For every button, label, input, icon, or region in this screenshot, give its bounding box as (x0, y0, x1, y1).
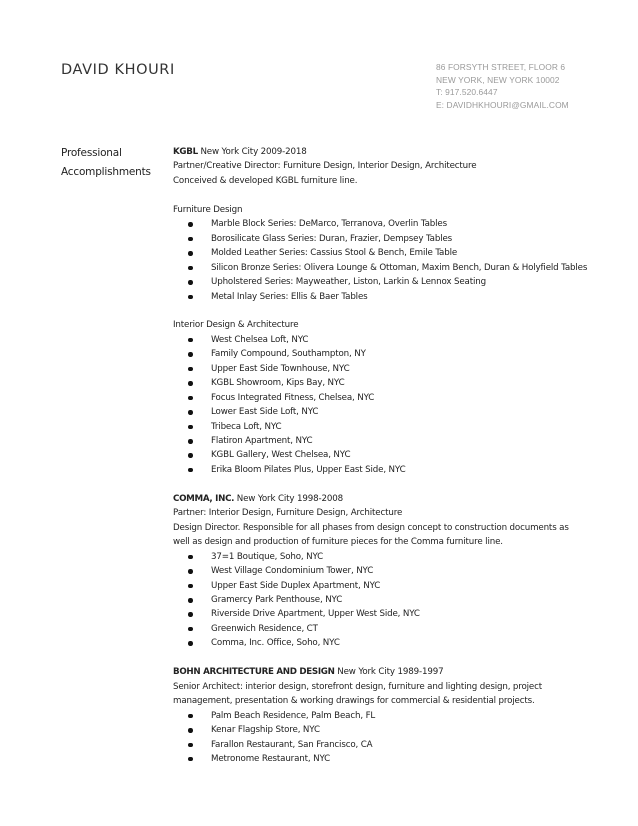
bullet-icon (188, 338, 193, 343)
bullet-icon (188, 569, 193, 574)
list-item: Metronome Restaurant, NYC (173, 752, 613, 766)
list-item: Palm Beach Residence, Palm Beach, FL (173, 709, 613, 723)
list-item: Metal Inlay Series: Ellis & Baer Tables (173, 290, 613, 304)
comma-header (173, 492, 613, 506)
company-location-dates: New York City 1998-2008 (234, 493, 343, 504)
list-item: Borosilicate Glass Series: Duran, Frazier, Dempsey Tables (173, 232, 613, 246)
bullet-icon (188, 641, 193, 646)
job-role-line-1: Senior Architect: interior design, storefront design, furniture and lighting design, project (173, 681, 543, 692)
subsection-heading: Furniture Design (173, 204, 243, 215)
bullet-icon (188, 468, 193, 473)
list-item: Gramercy Park Penthouse, NYC (173, 593, 613, 607)
list-item: Upper East Side Townhouse, NYC (173, 362, 613, 376)
bullet-icon (188, 295, 193, 300)
bullet-icon (188, 280, 193, 285)
bullet-icon (188, 251, 193, 256)
bullet-icon (188, 367, 193, 372)
list-item: Tribeca Loft, NYC (173, 420, 613, 434)
company-name: BOHN ARCHITECTURE AND DESIGN (173, 667, 335, 678)
comma-project-list (173, 550, 613, 651)
bullet-icon (188, 598, 193, 603)
list-item: Flatiron Apartment, NYC (173, 434, 613, 448)
list-item: KGBL Gallery, West Chelsea, NYC (173, 448, 613, 462)
list-item: Erika Bloom Pilates Plus, Upper East Side, NYC (173, 463, 613, 477)
bullet-icon (188, 612, 193, 617)
bullet-icon (188, 410, 193, 415)
bullet-icon (188, 743, 193, 748)
job-role: Partner: Interior Design, Furniture Design, Architecture (173, 508, 403, 519)
candidate-name: DAVID KHOURI (61, 62, 175, 78)
company-name: KGBL (173, 147, 198, 157)
experience-content (173, 145, 613, 766)
list-item: 37=1 Boutique, Soho, NYC (173, 550, 613, 564)
job-description-line-2: well as design and production of furniture pieces for the Comma furniture line. (173, 537, 503, 548)
list-item: West Chelsea Loft, NYC (173, 333, 613, 347)
list-item: Upper East Side Duplex Apartment, NYC (173, 579, 613, 593)
address-line-2: NEW YORK, NEW YORK 10002 (436, 74, 560, 85)
bullet-icon (188, 237, 193, 242)
bullet-icon (188, 453, 193, 458)
bullet-icon (188, 584, 193, 589)
bullet-icon (188, 439, 193, 444)
section-label (61, 144, 151, 182)
job-role: Partner/Creative Director: Furniture Design, Interior Design, Architecture (173, 161, 477, 172)
list-item: Comma, Inc. Office, Soho, NYC (173, 636, 613, 650)
section-label-line-2: Accomplishments (61, 166, 151, 178)
kgbl-header (173, 145, 613, 159)
bohn-project-list (173, 709, 613, 767)
company-location-dates: New York City 2009-2018 (197, 147, 307, 157)
job-role-line-2: management, presentation & working drawings for commercial & residential projects. (173, 696, 535, 707)
list-item: West Village Condominium Tower, NYC (173, 564, 613, 578)
bullet-icon (188, 714, 193, 719)
bullet-icon (188, 266, 193, 271)
list-item: Upholstered Series: Mayweather, Liston, Larkin & Lennox Seating (173, 275, 613, 289)
phone-number: T: 917.520.6447 (436, 87, 498, 98)
email-address: E: DAVIDHKHOURI@GMAIL.COM (436, 99, 569, 110)
list-item: Lower East Side Loft, NYC (173, 405, 613, 419)
bullet-icon (188, 627, 193, 632)
bullet-icon (188, 728, 193, 733)
bullet-icon (188, 757, 193, 762)
bullet-icon (188, 352, 193, 357)
address-line-1: 86 FORSYTH STREET, FLOOR 6 (436, 62, 566, 72)
contact-block (436, 61, 569, 111)
list-item: Greenwich Residence, CT (173, 622, 613, 636)
list-item: Riverside Drive Apartment, Upper West Side, NYC (173, 607, 613, 621)
list-item: Kenar Flagship Store, NYC (173, 723, 613, 737)
section-label-line-1: Professional (61, 147, 122, 159)
list-item: KGBL Showroom, Kips Bay, NYC (173, 376, 613, 390)
subsection-heading: Interior Design & Architecture (173, 320, 299, 331)
company-name: COMMA, INC. (173, 493, 235, 504)
list-item: Family Compound, Southampton, NY (173, 347, 613, 361)
bullet-icon (188, 381, 193, 386)
company-location-dates: New York City 1989-1997 (334, 667, 444, 678)
bullet-icon (188, 396, 193, 401)
bullet-icon (188, 555, 193, 560)
job-description: Conceived & developed KGBL furniture line. (173, 175, 358, 186)
list-item: Marble Block Series: DeMarco, Terranova, Overlin Tables (173, 217, 613, 231)
list-item: Farallon Restaurant, San Francisco, CA (173, 738, 613, 752)
job-description-line-1: Design Director. Responsible for all phases from design concept to construction documents as (173, 522, 569, 533)
list-item: Molded Leather Series: Cassius Stool & Bench, Emile Table (173, 246, 613, 260)
bullet-icon (188, 425, 193, 430)
list-item: Focus Integrated Fitness, Chelsea, NYC (173, 391, 613, 405)
interior-list (173, 333, 613, 478)
list-item: Silicon Bronze Series: Olivera Lounge & Ottoman, Maxim Bench, Duran & Holyfield Tables (173, 261, 613, 275)
bullet-icon (188, 222, 193, 227)
furniture-list (173, 217, 613, 304)
bohn-header (173, 665, 613, 679)
